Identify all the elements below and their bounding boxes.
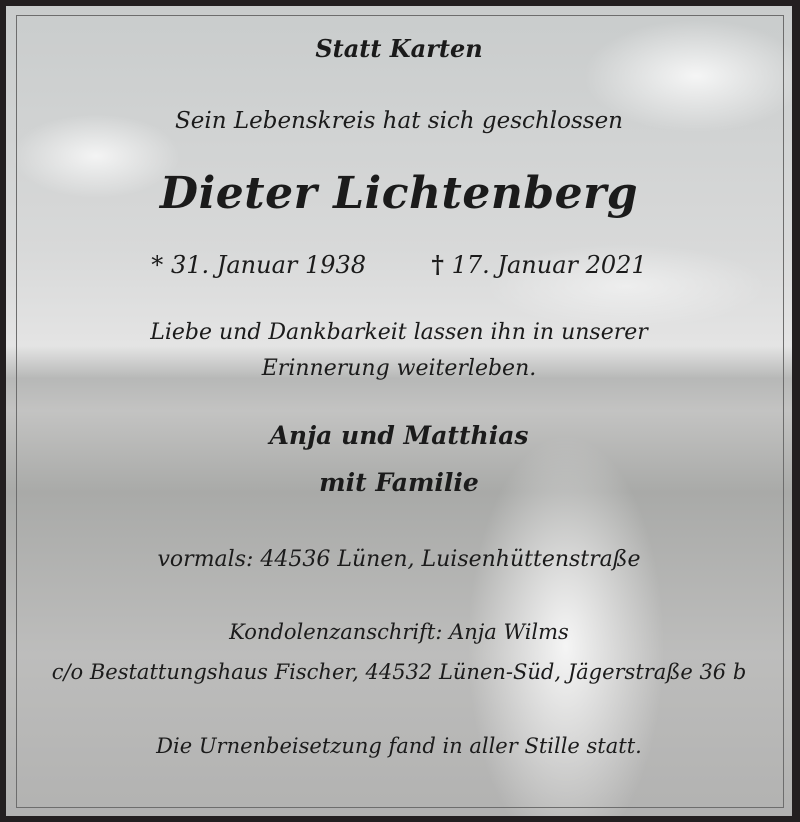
deceased-name: Dieter Lichtenberg	[159, 168, 639, 219]
family-line-1: Anja und Matthias	[269, 421, 529, 450]
birth-star-icon: *	[151, 251, 164, 279]
former-address: vormals: 44536 Lünen, Luisenhüttenstraße	[157, 547, 641, 572]
obituary-card	[6, 6, 792, 816]
condolence-line-2: c/o Bestattungshaus Fischer, 44532 Lünen-Süd, Jägerstraße 36 b	[51, 660, 747, 684]
family-line-2: mit Familie	[319, 468, 479, 497]
death-date: 17. Januar 2021	[451, 251, 647, 279]
closing-note: Die Urnenbeisetzung fand in aller Stille statt.	[156, 734, 642, 758]
message-line-2: Erinnerung weiterleben.	[261, 356, 537, 381]
message-line-1: Liebe und Dankbarkeit lassen ihn in unserer	[150, 320, 648, 345]
subtitle: Sein Lebenskreis hat sich geschlossen	[174, 108, 623, 134]
cross-icon: †	[431, 250, 444, 279]
heading: Statt Karten	[315, 34, 483, 63]
condolence-line-1: Kondolenzanschrift: Anja Wilms	[229, 620, 569, 644]
life-dates	[6, 250, 792, 279]
birth-date: 31. Januar 1938	[170, 251, 367, 279]
